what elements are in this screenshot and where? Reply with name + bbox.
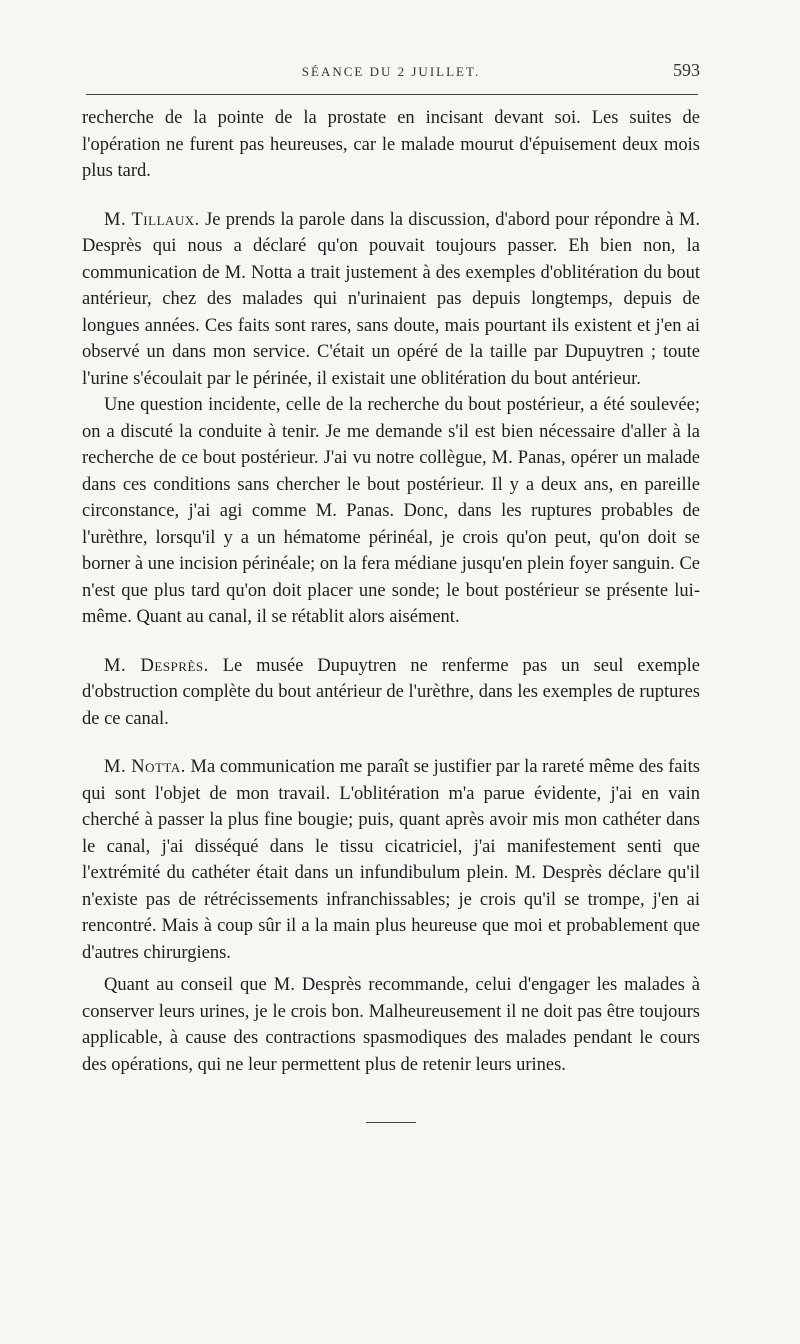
page-number: 593 [673, 60, 700, 80]
speaker-name: M. Notta. [104, 757, 186, 777]
paragraph-continuation: recherche de la pointe de la prostate en incisant devant soi. Les suites de l'opération ne furent pas heureuses, car le malade mourut d'épuisement deux mois plus tard. [82, 108, 700, 181]
speaker-name: M. Desprès. [104, 655, 209, 676]
paragraph-text: Le musée Dupuytren ne renferme pas un seul exemple d'obstruction complète du bout antérieur de l'urèthre, dans les exemples de ruptures de ce canal. [82, 655, 700, 729]
paragraph-notta [82, 754, 700, 966]
spacer [82, 185, 700, 207]
book-page [82, 56, 700, 1123]
running-head [82, 56, 700, 88]
spacer [82, 732, 700, 754]
running-title: SÉANCE DU 2 JUILLET. [301, 64, 481, 79]
paragraph-text: Ma communication me paraît se justifier par la rareté même des faits qui sont l'objet de mon travail. L'oblitération m'a parue évidente, j'ai en vain cherché à passer la plus fine bougie; puis, quant après avoir mis mon cathéter dans le canal, j'ai disséqué dans le tissu cicatriciel, j'ai manifestement senti que l'extrémité du cathéter était dans un infundibulum plein. M. Desprès déclare qu'il n'existe pas de rétrécissements infranchissables; je crois qu'il se trompe, j'en ai rencontré. Mais à coup sûr il a la main plus heureuse que moi et probablement que d'autres chirurgiens. [82, 757, 700, 963]
end-rule [366, 1122, 416, 1123]
speaker-name: M. Tillaux. [104, 209, 200, 230]
paragraph-tillaux [82, 207, 700, 393]
paragraph-question: Une question incidente, celle de la recherche du bout postérieur, a été soulevée; on a discuté la conduite à tenir. Je me demande s'il est bien nécessaire d'aller à la recherche de ce bout postérieur. J'ai vu notre collègue, M. Panas, opérer un malade dans ces conditions sans chercher le bout postérieur. Il y a deux ans, en pareille circonstance, j'ai agi comme M. Panas. Donc, dans les ruptures probables de l'urèthre, lorsqu'il y a un hématome périnéal, je crois qu'on peut, qu'on doit se borner à une incision périnéale; on la fera médiane jusqu'en plein foyer sanguin. Ce n'est que plus tard qu'on doit placer une sonde; le bout postérieur se présente lui-même. Quant au canal, il se rétablit alors aisément. [82, 395, 700, 627]
paragraph-conseil: Quant au conseil que M. Desprès recommande, celui d'engager les malades à conserver leurs urines, je le crois bon. Malheureusement il ne doit pas être toujours applicable, à cause des contractions spasmodiques des malades pendant le cours des opérations, qui ne leur permettent plus de retenir leurs urines. [82, 975, 700, 1075]
spacer [82, 631, 700, 653]
paragraph-text: Je prends la parole dans la discussion, d'abord pour répondre à M. Desprès qui nous a déclaré qu'on pouvait toujours passer. Eh bien non, la communication de M. Notta a trait justement à des exemples d'oblitération du bout antérieur, chez des malades qui n'urinaient pas depuis longtemps, depuis de longues années. Ces faits sont rares, sans doute, mais pourtant ils existent et j'en ai observé un dans mon service. C'était un opéré de la taille par Dupuytren ; toute l'urine s'écoulait par le périnée, il existait une oblitération du bout antérieur. [82, 209, 700, 389]
header-rule [86, 94, 698, 95]
paragraph-despres [82, 653, 700, 733]
